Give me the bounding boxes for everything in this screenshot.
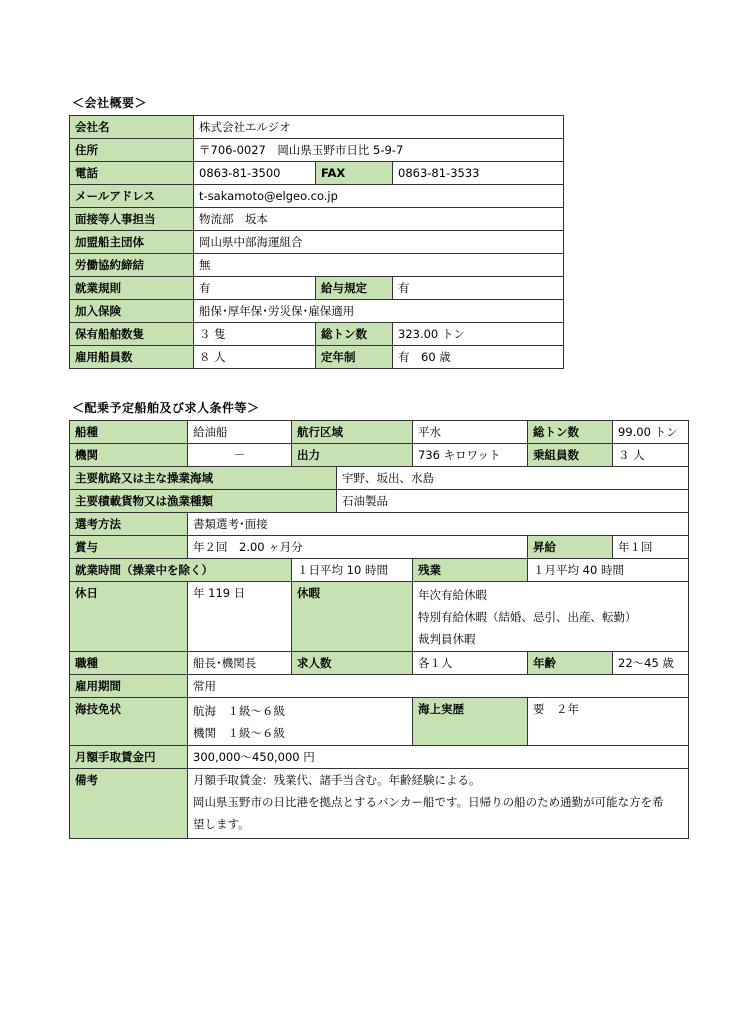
contact-label: 面接等人事担当	[70, 208, 194, 231]
remarks-line: 望します。	[193, 817, 250, 831]
remarks-line: 岡山県玉野市の日比港を拠点とするバンカー船です。日帰りの船のため通勤が可能な方を希	[193, 795, 664, 809]
leave-line: 裁判員休暇	[418, 631, 476, 646]
engine-value: －	[188, 444, 292, 467]
section-title-conditions: ＜配乗予定船舶及び求人条件等＞	[72, 401, 260, 415]
salary-rule-value: 有	[393, 277, 564, 300]
section-title-company: ＜会社概要＞	[72, 96, 148, 110]
holiday-label: 休日	[70, 582, 188, 652]
retire-label: 定年制	[316, 346, 393, 369]
raise-value: 年１回	[613, 536, 689, 559]
openings-label: 求人数	[292, 652, 413, 675]
leave-value	[413, 582, 689, 652]
engine-label: 機関	[70, 444, 188, 467]
remarks-value	[188, 769, 689, 839]
license-line: 航海 １級～６級	[193, 703, 285, 718]
cargo-value: 石油製品	[337, 490, 689, 513]
experience-label: 海上実歴	[413, 698, 528, 746]
fax-label: FAX	[316, 162, 393, 185]
rules-label: 就業規則	[70, 277, 194, 300]
cargo-label: 主要積載貨物又は漁業種類	[70, 490, 337, 513]
employment-value: 常用	[188, 675, 689, 698]
selection-label: 選考方法	[70, 513, 188, 536]
contact-value: 物流部 坂本	[194, 208, 564, 231]
crew-value: ８ 人	[194, 346, 316, 369]
bonus-label: 賞与	[70, 536, 188, 559]
remarks-line: 月額手取賃金：残業代、諸手当含む。年齢経験による。	[193, 773, 481, 787]
company-value: 株式会社エルジオ	[194, 116, 564, 139]
wage-value: 300,000～450,000 円	[188, 746, 689, 769]
hours-value: １日平均 10 時間	[292, 559, 413, 582]
license-label: 海技免状	[70, 698, 188, 746]
rules-value: 有	[194, 277, 316, 300]
ships-label: 保有船舶数隻	[70, 323, 194, 346]
address-value: 〒706-0027 岡山県玉野市日比 5-9-7	[194, 139, 564, 162]
license-value	[188, 698, 413, 746]
tonnage-label: 総トン数	[316, 323, 393, 346]
leave-line: 特別有給休暇（結婚、忌引、出産、転勤）	[418, 609, 637, 624]
company-label: 会社名	[70, 116, 194, 139]
ships-value: ３ 隻	[194, 323, 316, 346]
company-table	[69, 115, 564, 369]
org-label: 加盟船主団体	[70, 231, 194, 254]
retire-value: 有 60 歳	[393, 346, 564, 369]
license-line: 機関 １級～６級	[193, 725, 285, 740]
hours-label: 就業時間（操業中を除く）	[70, 559, 292, 582]
selection-value: 書類選考･面接	[188, 513, 689, 536]
fax-value: 0863-81-3533	[393, 162, 564, 185]
crewnum-label: 乗組員数	[528, 444, 613, 467]
wage-label: 月額手取賃金円	[70, 746, 188, 769]
crewnum-value: ３ 人	[613, 444, 689, 467]
age-label: 年齢	[528, 652, 613, 675]
agreement-value: 無	[194, 254, 564, 277]
experience-value: 要 ２年	[528, 698, 689, 746]
email-label: メールアドレス	[70, 185, 194, 208]
leave-label: 休暇	[292, 582, 413, 652]
address-label: 住所	[70, 139, 194, 162]
output-value: 736 キロワット	[413, 444, 528, 467]
openings-value: 各１人	[413, 652, 528, 675]
overtime-label: 残業	[413, 559, 528, 582]
route-value: 宇野、坂出、水島	[337, 467, 689, 490]
gt-label: 総トン数	[528, 421, 613, 444]
tel-label: 電話	[70, 162, 194, 185]
shiptype-value: 給油船	[188, 421, 292, 444]
crew-label: 雇用船員数	[70, 346, 194, 369]
org-value: 岡山県中部海運組合	[194, 231, 564, 254]
remarks-label: 備考	[70, 769, 188, 839]
raise-label: 昇給	[528, 536, 613, 559]
overtime-value: １月平均 40 時間	[528, 559, 689, 582]
tel-value: 0863-81-3500	[194, 162, 316, 185]
bonus-value: 年２回 2.00 ヶ月分	[188, 536, 528, 559]
age-value: 22～45 歳	[613, 652, 689, 675]
email-value: t-sakamoto@elgeo.co.jp	[194, 185, 564, 208]
job-value: 船長･機関長	[188, 652, 292, 675]
job-label: 職種	[70, 652, 188, 675]
holiday-value: 年 119 日	[188, 582, 292, 652]
salary-rule-label: 給与規定	[316, 277, 393, 300]
output-label: 出力	[292, 444, 413, 467]
route-label: 主要航路又は主な操業海域	[70, 467, 337, 490]
area-label: 航行区域	[292, 421, 413, 444]
leave-line: 年次有給休暇	[418, 587, 487, 602]
employment-label: 雇用期間	[70, 675, 188, 698]
insurance-label: 加入保険	[70, 300, 194, 323]
shiptype-label: 船種	[70, 421, 188, 444]
insurance-value: 船保･厚年保･労災保･雇保適用	[194, 300, 564, 323]
conditions-table	[69, 420, 689, 839]
agreement-label: 労働協約締結	[70, 254, 194, 277]
gt-value: 99.00 トン	[613, 421, 689, 444]
area-value: 平水	[413, 421, 528, 444]
tonnage-value: 323.00 トン	[393, 323, 564, 346]
